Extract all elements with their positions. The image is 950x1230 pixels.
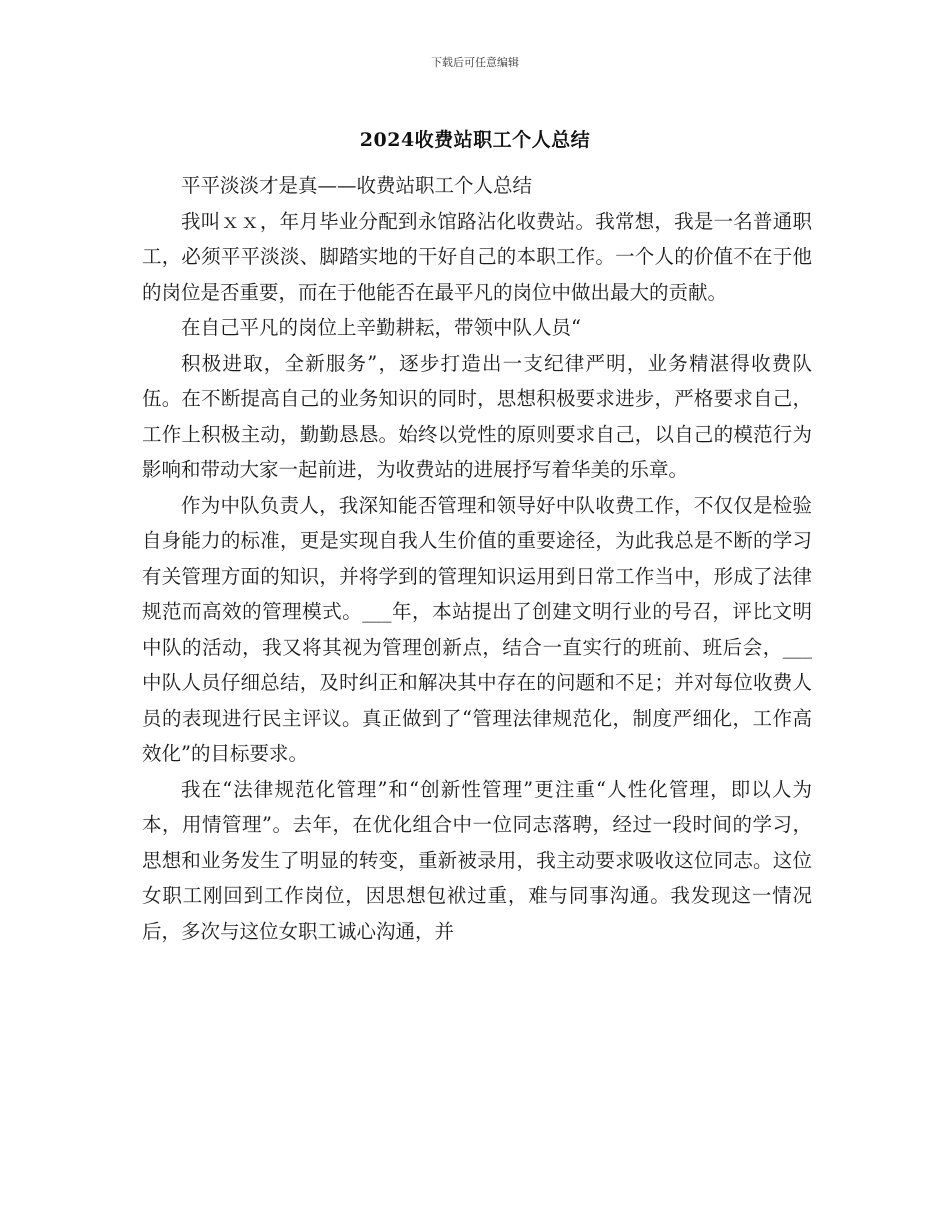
document-body (142, 168, 812, 949)
paragraph-lead-in: 在自己平凡的岗位上辛勤耕耘，带领中队人员“ (181, 316, 581, 339)
paragraph-intro: 我叫ｘｘ，年月毕业分配到永馆路沾化收费站。我常想，我是一名普通职工，必须平平淡淡、脚踏实地的干好自己的本职工作。一个人的价值不在于他的岗位是否重要，而在于他能否在最平凡的岗位中做出最大的贡献。 (142, 209, 812, 304)
paragraph-team-building: 积极进取，全新服务”，逐步打造出一支纪律严明，业务精湛得收费队伍。在不断提高自己的业务知识的同时，思想积极要求进步，严格要求自己，工作上积极主动，勤勤恳恳。始终以党性的原则要求自己，以自己的模范行为影响和带动大家一起前进，为收费站的进展抒写着华美的乐章。 (142, 351, 812, 481)
paragraph-subtitle: 平平淡淡才是真——收费站职工个人总结 (181, 174, 533, 197)
paragraph-humanized-management: 我在“法律规范化管理”和“创新性管理”更注重“人性化管理，即以人为本，用情管理”。去年，在优化组合中一位同志落聘，经过一段时间的学习，思想和业务发生了明显的转变，重新被录用，我主动要求吸收这位同志。这位女职工刚回到工作岗位，因思想包袱过重，难与同事沟通。我发现这一情况后，多次与这位女职工诚心沟通，并 (142, 777, 812, 943)
document-title: 2024收费站职工个人总结 (359, 129, 591, 151)
paragraph-management: 作为中队负责人，我深知能否管理和领导好中队收费工作，不仅仅是检验自身能力的标准，更是实现自我人生价值的重要途径，为此我总是不断的学习有关管理方面的知识，并将学到的管理知识运用到日常工作当中，形成了法律规范而高效的管理模式。___年，本站提出了创建文明行业的号召，评比文明中队的活动，我又将其视为管理创新点，结合一直实行的班前、班后会，___中队人员仔细总结，及时纠正和解决其中存在的问题和不足；并对每位收费人员的表现进行民主评议。真正做到了“管理法律规范化，制度严细化，工作高效化”的目标要求。 (142, 493, 812, 765)
page-header-note: 下载后可任意编辑 (431, 56, 519, 69)
